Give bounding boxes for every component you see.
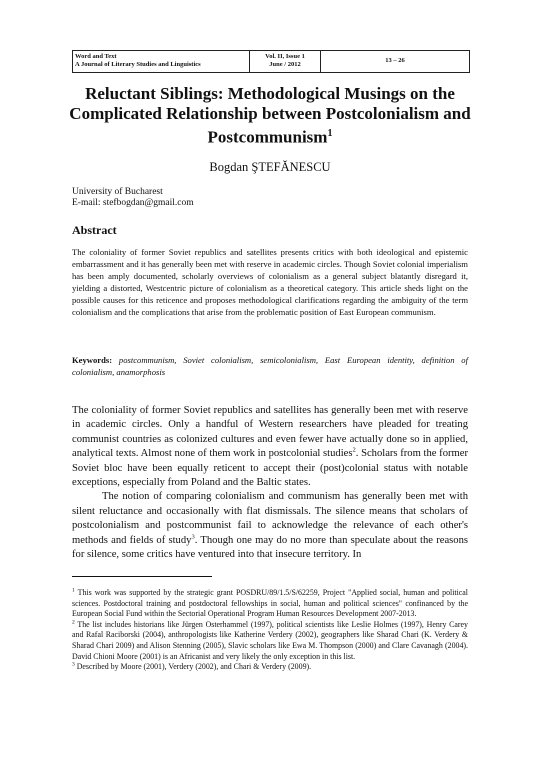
title-line-2: Complicated Relationship between Postcolonialism and	[69, 104, 471, 123]
volume-cell	[250, 51, 321, 72]
body-text	[72, 404, 468, 562]
author-email[interactable]: E-mail: stefbogdan@gmail.com	[72, 198, 194, 208]
footnote-2-number: 2	[72, 619, 75, 626]
affiliation: University of Bucharest	[72, 187, 163, 197]
journal-name-cell	[73, 51, 250, 72]
page-range: 13 – 26	[385, 57, 405, 64]
footnote-marker-3[interactable]: 3	[191, 533, 195, 541]
body-paragraph-2	[72, 490, 468, 562]
title-line-3	[66, 124, 474, 148]
footnote-marker-2[interactable]: 2	[352, 446, 356, 454]
title-line-1: Reluctant Siblings: Methodological Musings on the	[85, 84, 455, 103]
footnote-1	[72, 588, 468, 620]
journal-subtitle: A Journal of Literary Studies and Linguistics	[75, 61, 201, 68]
author-name: Bogdan ŞTEFĂNESCU	[209, 160, 331, 174]
journal-title: Word and Text	[75, 53, 117, 60]
title-line-3-text: Postcommunism	[207, 127, 328, 147]
footnote-1-number: 1	[72, 587, 75, 594]
body-paragraph-2-text-cont: . Though one may do no more than speculate about the reasons for silence, some critics have ventured into that insecure territory. In	[72, 534, 469, 561]
volume-issue: Vol. II, Issue 1	[265, 53, 305, 60]
footnote-1-text: This work was supported by the strategic grant POSDRU/89/1.5/S/62259, Project "Applied social, human and political sciences. Postdoctoral training and postdoctoral fellowships in social, human and political sciences" confinanced by the European Social Fund within the Sectorial Operational Program Human Resources Development 2007-2013.	[72, 588, 468, 619]
abstract-text: The coloniality of former Soviet republics and satellites presents critics with both ideological and epistemic embarrassment and it has generally been met with reserve in academic circles. Though Soviet colonial imperialism has been amply documented, scholarly overviews of colonialism as a general subject blatantly disregard it, yielding a distorted, Westcentric picture of colonialism as a theoretical category. This article sheds light on the possible causes for this reticence and proposes methodological clarifications regarding the ambiguity of the term colonialism and the complications that arise from the problematic position of East European communism.	[72, 247, 468, 317]
footnote-3	[72, 662, 468, 673]
footnote-3-number: 3	[72, 661, 75, 668]
footnote-separator	[72, 576, 212, 577]
article-title	[66, 84, 474, 148]
footnote-2-text: The list includes historians like Jürgen Osterhammel (1997), political scientists like Leslie Holmes (1997), Henry Carey and Rafal Raciborski (2004), anthropologists like Katherine Verdery (2002), geographers like Sharad Chari (K. Verdery & Sharad Chari 2009) and Alison Stenning (2005), Slavic scholars like Ewa M. Thompson (2000) and Clare Cavanagh (2004). David Chioni Moore (2001) is an Africanist and very likely the only exception in this list.	[72, 619, 468, 661]
keywords-label: Keywords:	[72, 355, 113, 365]
body-paragraph-1	[72, 404, 468, 490]
body-paragraph-1-text-cont: . Scholars from the former Soviet bloc have been equally reticent to accept their (post)colonial status with notable exceptions, especially from Poland and the Baltic states.	[72, 448, 468, 489]
keywords-list: postcommunism, Soviet colonialism, semicolonialism, East European identity, definition of colonialism, anamorphosis	[72, 355, 468, 377]
keywords	[72, 354, 468, 378]
author-affiliation	[72, 187, 194, 209]
footnote-2	[72, 620, 468, 662]
issue-date: June / 2012	[269, 61, 301, 68]
abstract-heading: Abstract	[72, 223, 117, 237]
footnotes	[72, 588, 468, 673]
footnote-3-text: Described by Moore (2001), Verdery (2002), and Chari & Verdery (2009).	[74, 662, 312, 672]
title-footnote-marker[interactable]: 1	[327, 128, 333, 139]
body-paragraph-1-text: The coloniality of former Soviet republics and satellites has generally been met with reserve in academic circles. Only a handful of Western researchers have pleaded for treating communist countries as colonized cultures and even fewer have actually done so in applied, analytical texts. Almost none of them work in postcolonial studies	[72, 405, 468, 460]
body-paragraph-2-text: The notion of comparing colonialism and communism has generally been met with silent reluctance and occasionally with flat dismissals. The silence means that scholars of postcolonialism and postcommunist fail to acknowledge the relevance of each other's methods and fields of study	[72, 491, 468, 546]
running-header	[72, 50, 470, 73]
